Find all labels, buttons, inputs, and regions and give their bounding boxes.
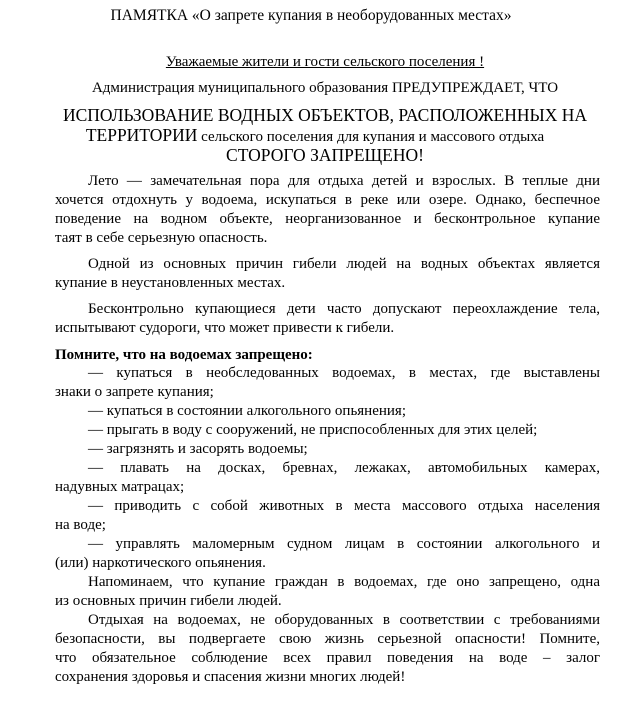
closing-line-2: безопасности, вы подвергаете свою жизнь серьезной опасности! Помните,: [55, 631, 600, 647]
paragraph-3-line-2: испытывают судороги, что может привести к гибели.: [55, 320, 395, 336]
prohibited-item-5: — плавать на досках, бревнах, лежаках, автомобильных камерах,: [88, 460, 600, 476]
memo-title: ПАМЯТКА «О запрете купания в необорудованных местах»: [110, 7, 512, 24]
reminder-line-2: из основных причин гибели людей.: [55, 593, 282, 609]
notice-line-2-rest: сельского поселения для купания и массового отдыха: [197, 129, 545, 145]
paragraph-1-line-2: хочется отдохнуть у водоема, искупаться в реке или озере. Однако, беспечное: [55, 192, 600, 208]
notice-territory-caps: ТЕРРИТОРИИ: [85, 125, 198, 145]
paragraph-2-line-1: Одной из основных причин гибели людей на водных объектах является: [88, 256, 600, 272]
reminder-line-1: Напоминаем, что купание граждан в водоемах, где оно запрещено, одна: [88, 574, 600, 590]
prohibited-item-6-cont: на воде;: [55, 517, 106, 533]
administration-warning: Администрация муниципального образования ПРЕДУПРЕЖДАЕТ, ЧТО: [91, 80, 559, 96]
prohibited-heading: Помните, что на водоемах запрещено:: [55, 347, 313, 363]
prohibited-item-7: — управлять маломерным судном лицам в состоянии алкогольного и: [88, 536, 600, 552]
prohibited-item-4: — загрязнять и засорять водоемы;: [88, 441, 308, 457]
prohibited-item-1: — купаться в необследованных водоемах, в местах, где выставлены: [88, 365, 600, 381]
paragraph-3-line-1: Бесконтрольно купающиеся дети часто допускают переохлаждение тела,: [88, 301, 600, 317]
paragraph-1-line-4: таят в себе серьезную опасность.: [55, 230, 268, 246]
notice-line-2: [0, 125, 622, 147]
paragraph-1-line-1: Лето — замечательная пора для отдыха детей и взрослых. В теплые дни: [88, 173, 600, 189]
prohibited-item-3: — прыгать в воду с сооружений, не приспособленных для этих целей;: [88, 422, 538, 438]
greeting-line: Уважаемые жители и гости сельского поселения !: [165, 54, 485, 70]
closing-line-4: сохранения здоровья и спасения жизни многих людей!: [55, 669, 406, 685]
prohibited-item-5-cont: надувных матрацах;: [55, 479, 185, 495]
prohibited-item-2: — купаться в состоянии алкогольного опьянения;: [88, 403, 406, 419]
prohibited-item-1-cont: знаки о запрете купания;: [55, 384, 214, 400]
notice-line-1: ИСПОЛЬЗОВАНИЕ ВОДНЫХ ОБЪЕКТОВ, РАСПОЛОЖЕННЫХ НА: [62, 105, 588, 125]
closing-line-1: Отдыхая на водоемах, не оборудованных в соответствии с требованиями: [88, 612, 600, 628]
prohibited-item-7-cont: (или) наркотического опьянения.: [55, 555, 266, 571]
paragraph-1-line-3: поведение на водном объекте, неорганизованное и бесконтрольное купание: [55, 211, 600, 227]
closing-line-3: что обязательное соблюдение всех правил поведения на воде – залог: [55, 650, 600, 666]
paragraph-2-line-2: купание в неустановленных местах.: [55, 275, 286, 291]
prohibited-item-6: — приводить с собой животных в места массового отдыха населения: [88, 498, 600, 514]
notice-line-3: СТОРОГО ЗАПРЕЩЕНО!: [226, 145, 424, 165]
